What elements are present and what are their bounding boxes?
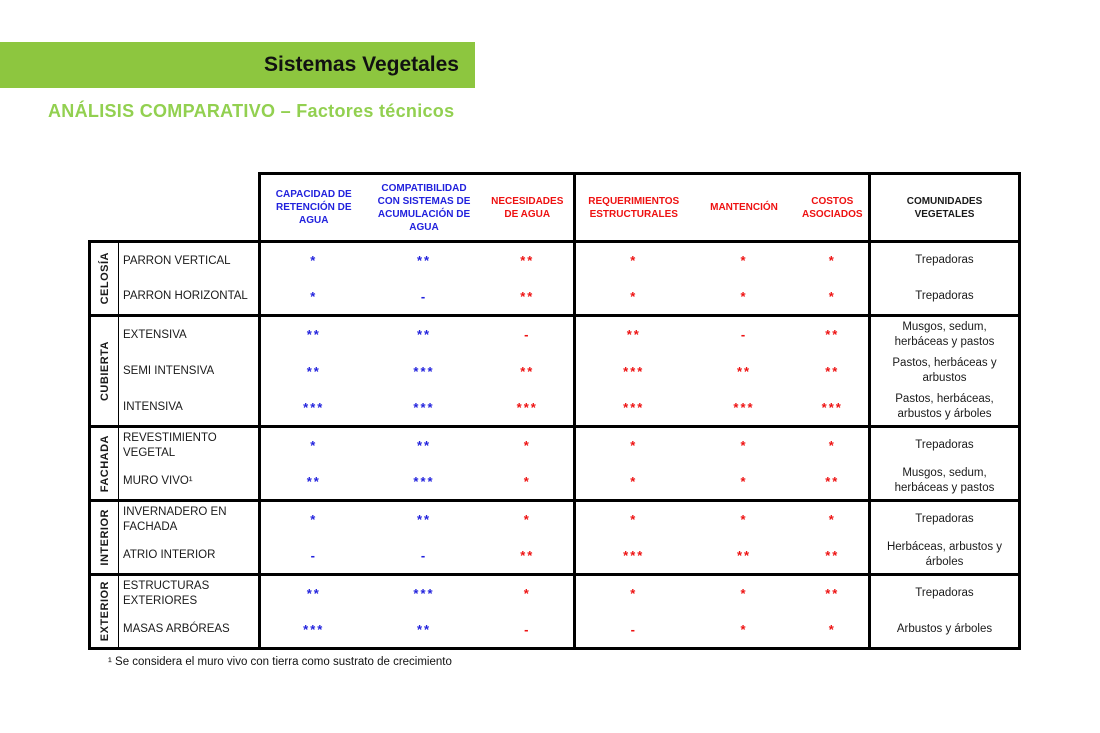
value-cell: *	[482, 427, 575, 464]
value-cell: -	[367, 279, 482, 316]
value-cell: -	[692, 316, 797, 353]
value-cell: *	[797, 427, 870, 464]
comparison-table-wrap	[88, 172, 1021, 650]
value-cell: **	[797, 353, 870, 390]
value-cell: **	[260, 353, 367, 390]
table-row	[90, 242, 1020, 279]
community-cell: Trepadoras	[870, 575, 1020, 612]
value-cell: *	[575, 501, 692, 538]
value-cell: *	[692, 279, 797, 316]
value-cell: -	[482, 612, 575, 649]
value-cell: **	[575, 316, 692, 353]
header-row	[90, 174, 1020, 242]
community-cell: Trepadoras	[870, 279, 1020, 316]
value-cell: ***	[575, 353, 692, 390]
table-row	[90, 501, 1020, 538]
value-cell: **	[797, 316, 870, 353]
row-label: ATRIO INTERIOR	[119, 538, 260, 575]
value-cell: *	[575, 464, 692, 501]
community-cell: Herbáceas, arbustos y árboles	[870, 538, 1020, 575]
header-spacer	[90, 174, 119, 242]
community-cell: Trepadoras	[870, 427, 1020, 464]
value-cell: **	[367, 501, 482, 538]
value-cell: *	[260, 279, 367, 316]
community-cell: Pastos, herbáceas, arbustos y árboles	[870, 390, 1020, 427]
table-row	[90, 427, 1020, 464]
value-cell: -	[367, 538, 482, 575]
value-cell: **	[482, 279, 575, 316]
row-label: INTENSIVA	[119, 390, 260, 427]
value-cell: ***	[482, 390, 575, 427]
value-cell: **	[260, 575, 367, 612]
footnote: ¹ Se considera el muro vivo con tierra como sustrato de crecimiento	[108, 656, 452, 668]
column-header: NECESIDADES DE AGUA	[482, 174, 575, 242]
table-row	[90, 316, 1020, 353]
value-cell: **	[797, 575, 870, 612]
value-cell: **	[367, 612, 482, 649]
table-row	[90, 612, 1020, 649]
group-label: CUBIERTA	[90, 316, 119, 427]
community-cell: Trepadoras	[870, 501, 1020, 538]
table-row	[90, 464, 1020, 501]
page-title: Sistemas Vegetales	[264, 53, 459, 76]
value-cell: **	[482, 538, 575, 575]
table-body	[90, 242, 1020, 649]
value-cell: ***	[367, 575, 482, 612]
value-cell: -	[575, 612, 692, 649]
row-label: REVESTIMIENTO VEGETAL	[119, 427, 260, 464]
community-cell: Musgos, sedum, herbáceas y pastos	[870, 464, 1020, 501]
header-spacer	[119, 174, 260, 242]
value-cell: *	[260, 427, 367, 464]
value-cell: -	[482, 316, 575, 353]
column-header: COSTOS ASOCIADOS	[797, 174, 870, 242]
group-label: INTERIOR	[90, 501, 119, 575]
row-label: MURO VIVO¹	[119, 464, 260, 501]
group-label: EXTERIOR	[90, 575, 119, 649]
value-cell: **	[260, 464, 367, 501]
row-label: ESTRUCTURAS EXTERIORES	[119, 575, 260, 612]
value-cell: **	[482, 353, 575, 390]
community-cell: Musgos, sedum, herbáceas y pastos	[870, 316, 1020, 353]
value-cell: **	[260, 316, 367, 353]
row-label: EXTENSIVA	[119, 316, 260, 353]
value-cell: ***	[367, 464, 482, 501]
table-row	[90, 575, 1020, 612]
column-header: COMUNIDADES VEGETALES	[870, 174, 1020, 242]
column-header: MANTENCIÓN	[692, 174, 797, 242]
comparison-table	[88, 172, 1021, 650]
row-label: PARRON VERTICAL	[119, 242, 260, 279]
table-row	[90, 279, 1020, 316]
community-cell: Arbustos y árboles	[870, 612, 1020, 649]
value-cell: ***	[575, 538, 692, 575]
row-label: PARRON HORIZONTAL	[119, 279, 260, 316]
column-header: CAPACIDAD DE RETENCIÓN DE AGUA	[260, 174, 367, 242]
value-cell: **	[367, 242, 482, 279]
community-cell: Trepadoras	[870, 242, 1020, 279]
table-row	[90, 390, 1020, 427]
community-cell: Pastos, herbáceas y arbustos	[870, 353, 1020, 390]
value-cell: *	[797, 501, 870, 538]
table-row	[90, 353, 1020, 390]
value-cell: *	[692, 612, 797, 649]
value-cell: ***	[692, 390, 797, 427]
column-header: REQUERIMIENTOS ESTRUCTURALES	[575, 174, 692, 242]
value-cell: **	[797, 538, 870, 575]
value-cell: *	[482, 575, 575, 612]
value-cell: *	[692, 427, 797, 464]
value-cell: *	[575, 279, 692, 316]
value-cell: ***	[260, 390, 367, 427]
value-cell: **	[367, 427, 482, 464]
value-cell: **	[367, 316, 482, 353]
table-header	[90, 174, 1020, 242]
column-header: COMPATIBILIDAD CON SISTEMAS DE ACUMULACIÓN DE AGUA	[367, 174, 482, 242]
value-cell: **	[736, 363, 752, 379]
title-banner	[0, 42, 475, 88]
row-label: SEMI INTENSIVA	[119, 353, 260, 390]
group-label: CELOSÍA	[90, 242, 119, 316]
subtitle: ANÁLISIS COMPARATIVO – Factores técnicos	[48, 101, 455, 121]
group-label: FACHADA	[90, 427, 119, 501]
value-cell: ***	[367, 390, 482, 427]
value-cell: ***	[413, 363, 435, 379]
value-cell: *	[692, 242, 797, 279]
value-cell: **	[797, 464, 870, 501]
value-cell: *	[797, 279, 870, 316]
value-cell: *	[482, 464, 575, 501]
value-cell: *	[797, 612, 870, 649]
value-cell: *	[575, 242, 692, 279]
value-cell: ***	[575, 390, 692, 427]
value-cell: *	[692, 501, 797, 538]
value-cell: *	[575, 575, 692, 612]
value-cell: -	[260, 538, 367, 575]
value-cell: *	[260, 242, 367, 279]
row-label: MASAS ARBÓREAS	[119, 612, 260, 649]
value-cell: ***	[797, 390, 870, 427]
value-cell: *	[797, 242, 870, 279]
value-cell: ***	[260, 612, 367, 649]
value-cell: *	[575, 427, 692, 464]
table-row	[90, 538, 1020, 575]
row-label: INVERNADERO EN FACHADA	[119, 501, 260, 538]
value-cell: *	[482, 501, 575, 538]
value-cell: **	[692, 538, 797, 575]
value-cell: **	[482, 242, 575, 279]
value-cell: *	[692, 464, 797, 501]
value-cell: *	[260, 501, 367, 538]
value-cell: *	[692, 575, 797, 612]
